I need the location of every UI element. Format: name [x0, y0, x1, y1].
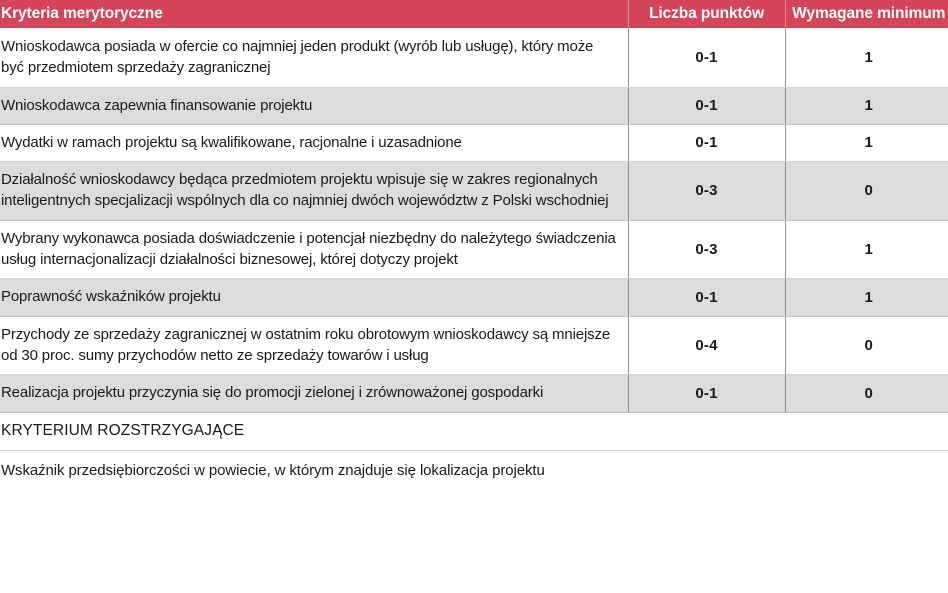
- table-row: [0, 279, 948, 316]
- criterion-points: 0-1: [628, 87, 785, 124]
- criterion-minimum: 0: [785, 162, 948, 221]
- column-header-points: Liczba punktów: [628, 0, 785, 29]
- criterion-text: Przychody ze sprzedaży zagranicznej w ostatnim roku obrotowym wnioskodawcy są mniejsze od 30 proc. sumy przychodów netto ze sprzedaży towarów i usług: [0, 316, 628, 375]
- criterion-minimum: 1: [785, 29, 948, 88]
- criterion-text: Poprawność wskaźników projektu: [0, 279, 628, 316]
- criterion-minimum: 1: [785, 87, 948, 124]
- table-row: [0, 162, 948, 221]
- criterion-points: 0-3: [628, 220, 785, 279]
- table-row: [0, 87, 948, 124]
- decisive-criterion-section: [0, 413, 948, 489]
- criterion-text: Wnioskodawca posiada w ofercie co najmniej jeden produkt (wyrób lub usługę), który może być przedmiotem sprzedaży zagranicznej: [0, 29, 628, 88]
- criterion-text: Działalność wnioskodawcy będąca przedmiotem projektu wpisuje się w zakres regionalnych inteligentnych specjalizacji wspólnych dla co najmniej dwóch województw z Polski wschodniej: [0, 162, 628, 221]
- criterion-points: 0-1: [628, 279, 785, 316]
- table-body: [0, 29, 948, 413]
- criterion-minimum: 1: [785, 220, 948, 279]
- criterion-minimum: 0: [785, 316, 948, 375]
- criterion-text: Wnioskodawca zapewnia finansowanie projektu: [0, 87, 628, 124]
- criterion-points: 0-1: [628, 124, 785, 161]
- criterion-text: Wydatki w ramach projektu są kwalifikowane, racjonalne i uzasadnione: [0, 124, 628, 161]
- table-row: [0, 220, 948, 279]
- decisive-criterion-list: [0, 451, 948, 489]
- criterion-minimum: 1: [785, 124, 948, 161]
- criterion-points: 0-4: [628, 316, 785, 375]
- decisive-criterion-heading: KRYTERIUM ROZSTRZYGAJĄCE: [0, 413, 948, 451]
- table-row: [0, 316, 948, 375]
- criterion-points: 0-1: [628, 29, 785, 88]
- table-row: [0, 124, 948, 161]
- criterion-points: 0-1: [628, 375, 785, 412]
- table-header-row: [0, 0, 948, 29]
- column-header-criterion: Kryteria merytoryczne: [0, 0, 628, 29]
- criterion-points: 0-3: [628, 162, 785, 221]
- criterion-text: Realizacja projektu przyczynia się do promocji zielonej i zrównoważonej gospodarki: [0, 375, 628, 412]
- criterion-text: Wybrany wykonawca posiada doświadczenie i potencjał niezbędny do należytego świadczenia usług internacjonalizacji działalności biznesowej, której dotyczy projekt: [0, 220, 628, 279]
- table-row: [0, 29, 948, 88]
- decisive-criterion-item: Wskaźnik przedsiębiorczości w powiecie, w którym znajduje się lokalizacja projektu: [0, 451, 948, 489]
- criterion-minimum: 0: [785, 375, 948, 412]
- table-row: [0, 375, 948, 412]
- column-header-minimum: Wymagane minimum: [785, 0, 948, 29]
- table-header: [0, 0, 948, 29]
- criterion-minimum: 1: [785, 279, 948, 316]
